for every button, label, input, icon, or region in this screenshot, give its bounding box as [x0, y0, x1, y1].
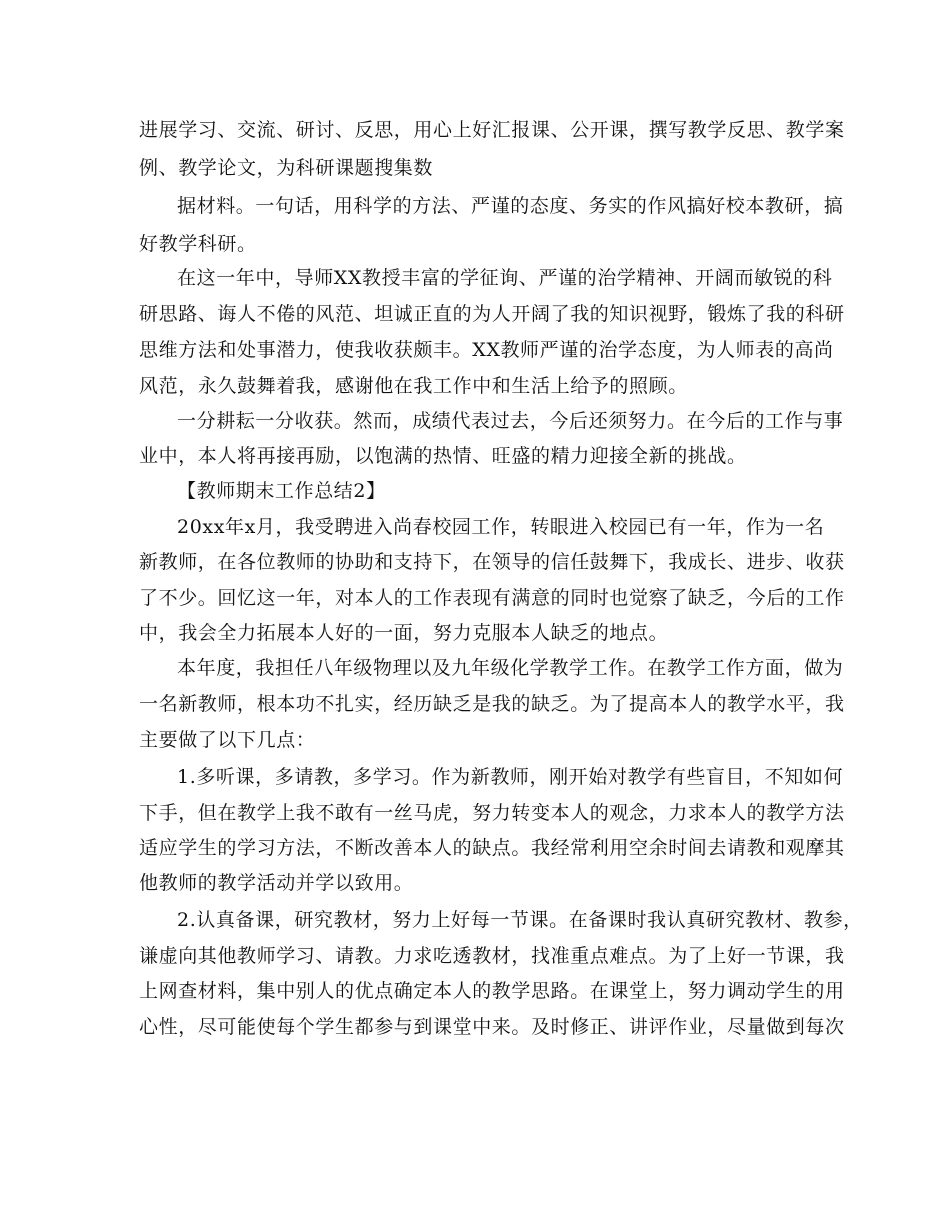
text-line: 了不少。回忆这一年，对本人的工作表现有满意的同时也觉察了缺乏，今后的工作	[139, 587, 845, 609]
text-line: 一名新教师，根本功不扎实，经历缺乏是我的缺乏。为了提高本人的教学水平，我	[139, 693, 845, 715]
text-line: 本年度，我担任八年级物理以及九年级化学教学工作。在教学工作方面，做为	[177, 657, 844, 679]
text-line: 他教师的教学活动并学以致用。	[139, 872, 414, 894]
text-line: 20xx年x月，我受聘进入尚春校园工作，转眼进入校园已有一年，作为一名	[177, 516, 825, 538]
text-line: 在这一年中，导师XX教授丰富的学征询、严谨的治学精神、开阔而敏锐的科	[177, 267, 833, 289]
text-line: 思维方法和处事潜力，使我收获颇丰。XX教师严谨的治学态度，为人师表的高尚	[139, 339, 834, 361]
text-line: 上网查材料，集中别人的优点确定本人的教学思路。在课堂上，努力调动学生的用	[139, 980, 845, 1002]
section-heading: 【教师期末工作总结2】	[177, 480, 386, 502]
text-line: 适应学生的学习方法，不断改善本人的缺点。我经常利用空余时间去请教和观摩其	[139, 837, 845, 859]
text-line: 例、教学论文，为科研课题搜集数	[139, 157, 434, 179]
text-line: 2.认真备课，研究教材，努力上好每一节课。在备课时我认真研究教材、教参，	[177, 909, 863, 931]
text-line: 心性，尽可能使每个学生都参与到课堂中来。及时修正、讲评作业，尽量做到每次	[139, 1016, 845, 1038]
text-line: 业中，本人将再接再励，以饱满的热情、旺盛的精力迎接全新的挑战。	[139, 445, 747, 467]
text-line: 谦虚向其他教师学习、请教。力求吃透教材，找准重点难点。为了上好一节课，我	[139, 945, 845, 967]
text-line: 下手，但在教学上我不敢有一丝马虎，努力转变本人的观念，力求本人的教学方法	[139, 802, 845, 824]
text-line: 好教学科研。	[139, 233, 257, 255]
text-line: 一分耕耘一分收获。然而，成绩代表过去，今后还须努力。在今后的工作与事	[177, 410, 844, 432]
text-line: 风范，永久鼓舞着我，感谢他在我工作中和生活上给予的照顾。	[139, 375, 688, 397]
text-line: 1.多听课，多请教，多学习。作为新教师，刚开始对教学有些盲目，不知如何	[177, 766, 844, 788]
text-line: 据材料。一句话，用科学的方法、严谨的态度、务实的作风搞好校本教研，搞	[177, 195, 844, 217]
text-line: 中，我会全力拓展本人好的一面，努力克服本人缺乏的地点。	[139, 622, 669, 644]
text-line: 新教师，在各位教师的协助和支持下，在领导的信任鼓舞下，我成长、进步、收获	[139, 551, 845, 573]
text-line: 主要做了以下几点：	[139, 729, 316, 751]
text-line: 研思路、诲人不倦的风范、坦诚正直的为人开阔了我的知识视野，锻炼了我的科研	[139, 303, 845, 325]
text-line: 进展学习、交流、研讨、反思，用心上好汇报课、公开课，撰写教学反思、教学案	[139, 119, 845, 141]
